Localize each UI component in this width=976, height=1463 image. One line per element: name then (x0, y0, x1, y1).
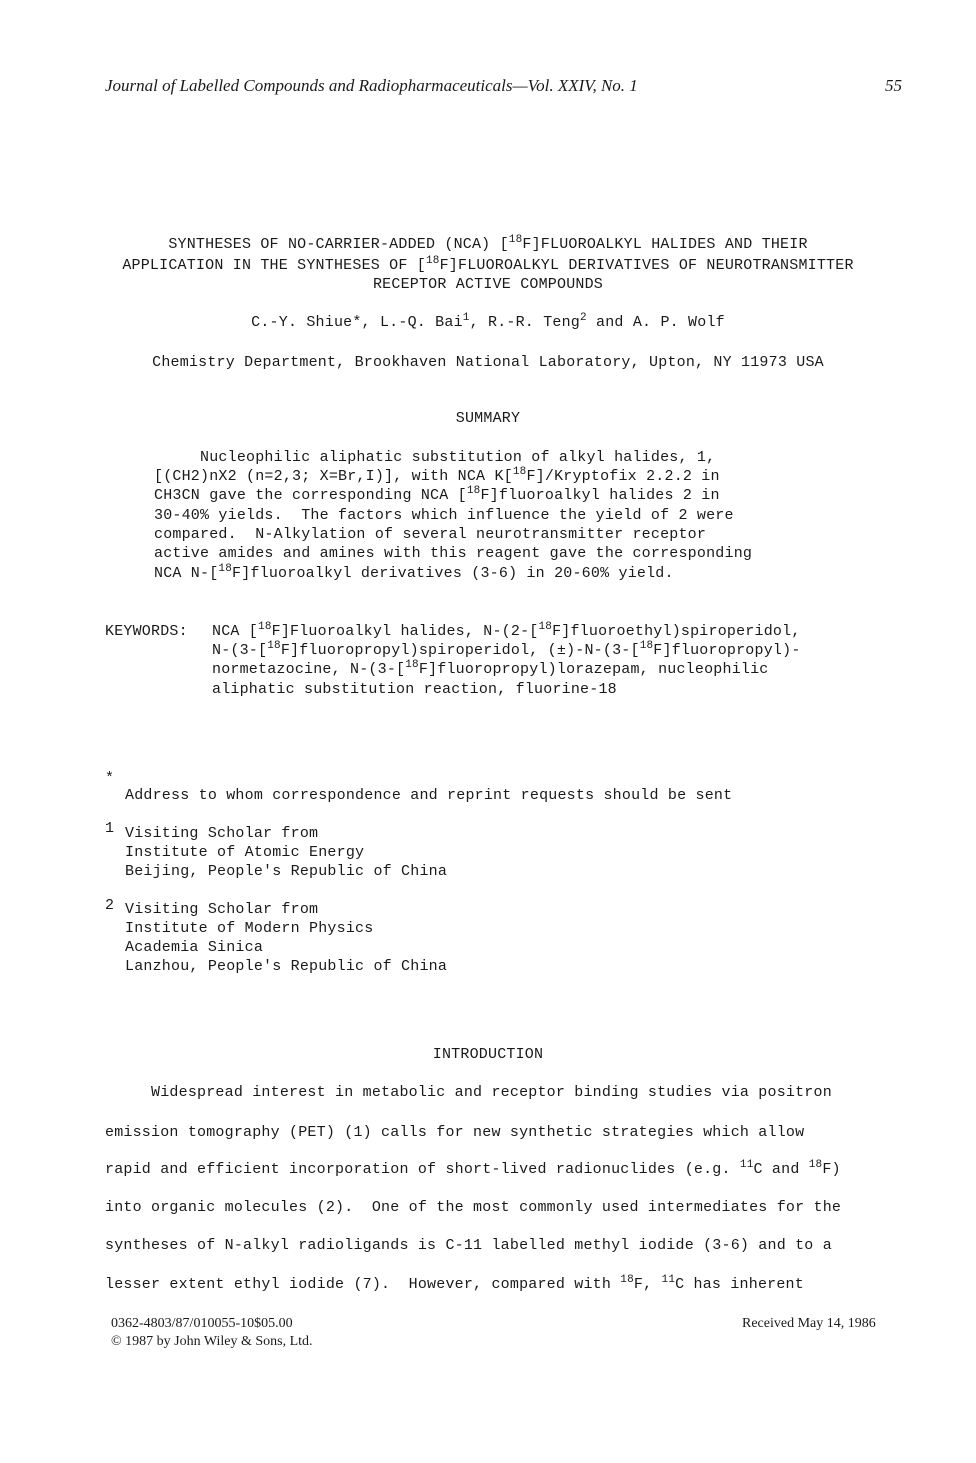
intro-line-3: rapid and efficient incorporation of short-lived radionuclides (e.g. $^{11}$C and $^{18}$F) (105, 1159, 841, 1178)
received-date: Received May 14, 1986 (742, 1316, 876, 1331)
footnote-star-mark: * (105, 770, 115, 787)
summary-line-7: NCA N-[$^{18}$F]fluoroalkyl derivatives (3-6) in 20-60% yield. (154, 563, 674, 582)
affiliation: Chemistry Department, Brookhaven National Laboratory, Upton, NY 11973 USA (152, 354, 824, 371)
intro-line-1: Widespread interest in metabolic and receptor binding studies via positron (105, 1084, 832, 1101)
footnote-2-line-4: Lanzhou, People's Republic of China (125, 958, 448, 975)
summary-line-4: 30-40% yields. The factors which influence the yield of 2 were (154, 507, 734, 524)
keywords-label: KEYWORDS: (105, 623, 188, 640)
keywords-line-4: aliphatic substitution reaction, fluorine-18 (212, 681, 617, 698)
journal-header: Journal of Labelled Compounds and Radiopharmaceuticals—Vol. XXIV, No. 1 (105, 76, 638, 95)
summary-heading: SUMMARY (455, 410, 521, 427)
intro-line-2: emission tomography (PET) (1) calls for new synthetic strategies which allow (105, 1124, 805, 1141)
keywords-line-1: NCA [$^{18}$F]Fluoroalkyl halides, N-(2-[$^{18}$F]fluoroethyl)spiroperidol, (212, 621, 801, 640)
footnote-star-text: Address to whom correspondence and reprint requests should be sent (125, 787, 733, 804)
footnote-1-line-1: Visiting Scholar from (125, 825, 319, 842)
footnote-2-line-2: Institute of Modern Physics (125, 920, 374, 937)
summary-line-3: CH3CN gave the corresponding NCA [$^{18}$F]fluoroalkyl halides 2 in (154, 485, 720, 504)
summary-line-2: [(CH2)nX2 (n=2,3; X=Br,I)], with NCA K[$^{18}$F]/Kryptofix 2.2.2 in (154, 466, 720, 485)
introduction-heading: INTRODUCTION (432, 1046, 544, 1063)
title-line-3: RECEPTOR ACTIVE COMPOUNDS (372, 276, 604, 293)
keywords-line-3: normetazocine, N-(3-[$^{18}$F]fluoropropyl)lorazepam, nucleophilic (212, 659, 769, 678)
summary-line-1: Nucleophilic aliphatic substitution of alkyl halides, 1, (154, 449, 716, 466)
intro-line-5: syntheses of N-alkyl radioligands is C-11 labelled methyl iodide (3-6) and to a (105, 1237, 832, 1254)
copyright: © 1987 by John Wiley & Sons, Ltd. (111, 1334, 313, 1349)
title-line-2: APPLICATION IN THE SYNTHESES OF [$^{18}$F]FLUOROALKYL DERIVATIVES OF NEUROTRANSMITTER (122, 255, 854, 274)
footnote-2-mark: 2 (105, 897, 115, 914)
authors: C.-Y. Shiue*, L.-Q. Bai$^1$, R.-R. Teng$^2$ and A. P. Wolf (251, 312, 725, 331)
page-number: 55 (885, 76, 902, 95)
article-code: 0362-4803/87/010055-10$05.00 (111, 1316, 293, 1331)
footnote-1-mark: 1 (105, 820, 115, 837)
footnote-2-line-1: Visiting Scholar from (125, 901, 319, 918)
footnote-1-line-3: Beijing, People's Republic of China (125, 863, 448, 880)
footnote-1-line-2: Institute of Atomic Energy (125, 844, 365, 861)
title-line-1: SYNTHESES OF NO-CARRIER-ADDED (NCA) [$^{18}$F]FLUOROALKYL HALIDES AND THEIR (168, 234, 808, 253)
footnote-2-line-3: Academia Sinica (125, 939, 264, 956)
keywords-line-2: N-(3-[$^{18}$F]fluoropropyl)spiroperidol, (±)-N-(3-[$^{18}$F]fluoropropyl)- (212, 640, 801, 659)
intro-line-6: lesser extent ethyl iodide (7). However, compared with $^{18}$F, $^{11}$C has inherent (105, 1274, 804, 1293)
summary-line-6: active amides and amines with this reagent gave the corresponding (154, 545, 753, 562)
intro-line-4: into organic molecules (2). One of the most commonly used intermediates for the (105, 1199, 842, 1216)
summary-line-5: compared. N-Alkylation of several neurotransmitter receptor (154, 526, 707, 543)
